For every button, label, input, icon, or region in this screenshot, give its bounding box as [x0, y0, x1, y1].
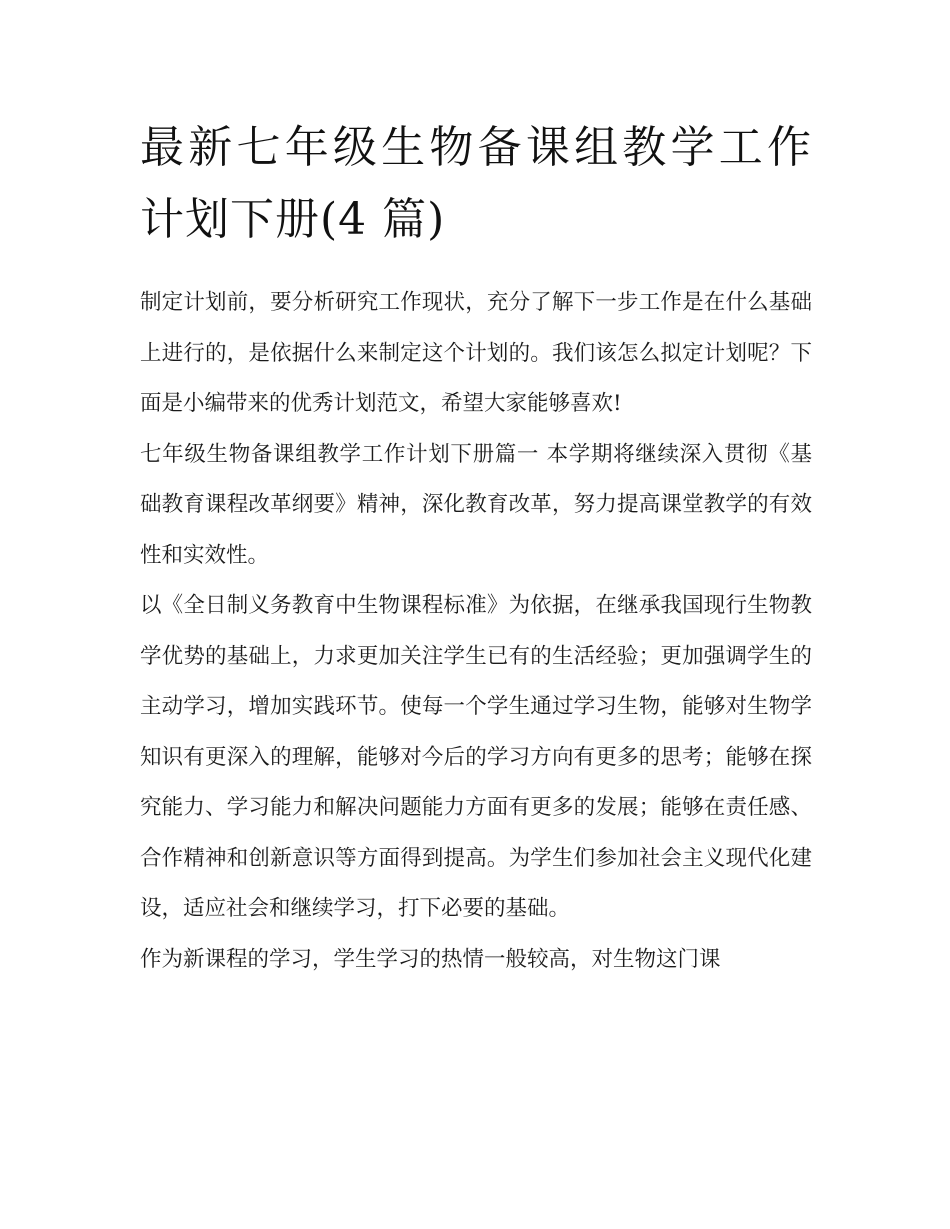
paragraph-plan-intro: 七年级生物备课组教学工作计划下册篇一 本学期将继续深入贯彻《基础教育课程改革纲要》精神，深化教育改革，努力提高课堂教学的有效性和实效性。	[140, 441, 812, 568]
paragraph-curriculum-standard: 以《全日制义务教育中生物课程标准》为依据，在继承我国现行生物教学优势的基础上，力求更加关注学生已有的生活经验；更加强调学生的主动学习，增加实践环节。使每一个学生通过学习生物，能够对生物学知识有更深入的理解，能够对今后的学习方向有更多的思考；能够在探究能力、学习能力和解决问题能力方面有更多的发展；能够在责任感、合作精神和创新意识等方面得到提高。为学生们参加社会主义现代化建设，适应社会和继续学习，打下必要的基础。	[140, 593, 812, 921]
paragraph-student-interest: 作为新课程的学习，学生学习的热情一般较高，对生物这门课	[140, 946, 721, 972]
document-body	[140, 112, 812, 985]
document-title: 最新七年级生物备课组教学工作计划下册(4 篇)	[140, 122, 812, 245]
intro-paragraph: 制定计划前，要分析研究工作现状，充分了解下一步工作是在什么基础上进行的，是依据什么来制定这个计划的。我们该怎么拟定计划呢？下面是小编带来的优秀计划范文，希望大家能够喜欢!	[140, 290, 812, 416]
